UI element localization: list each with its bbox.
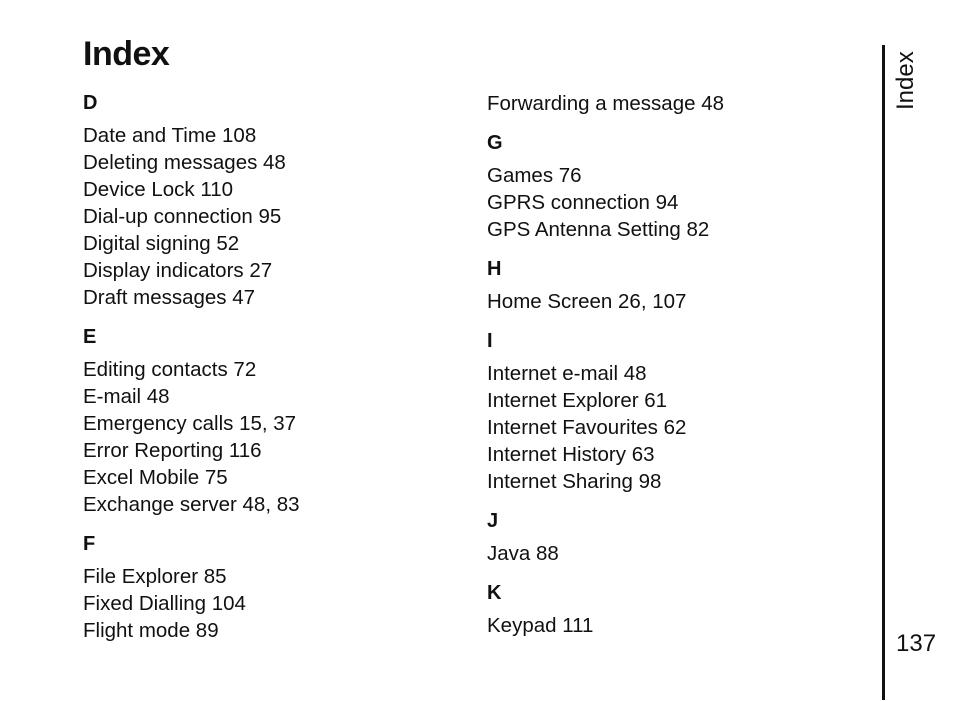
index-entry: Games 76 — [487, 164, 582, 187]
index-entry: Internet History 63 — [487, 443, 655, 466]
section-letter: D — [83, 92, 98, 114]
index-entry: Date and Time 108 — [83, 124, 257, 147]
section-letter: J — [487, 510, 499, 532]
index-section-f — [83, 531, 443, 644]
index-entry: Internet e-mail 48 — [487, 362, 647, 385]
index-entry: Dial-up connection 95 — [83, 205, 282, 228]
index-entry: Keypad 111 — [487, 614, 594, 637]
index-entry: Excel Mobile 75 — [83, 466, 228, 489]
index-entry: File Explorer 85 — [83, 565, 227, 588]
index-entry: GPS Antenna Setting 82 — [487, 218, 710, 241]
index-entry: Flight mode 89 — [83, 619, 219, 642]
index-entry: Error Reporting 116 — [83, 439, 262, 462]
section-letter: I — [487, 330, 493, 352]
index-section-e — [83, 324, 443, 518]
section-letter: F — [83, 533, 96, 555]
index-column-right — [487, 90, 847, 652]
page-title: Index — [83, 35, 170, 73]
index-section-g — [487, 130, 847, 243]
index-section-h — [487, 256, 847, 315]
index-entry: Internet Sharing 98 — [487, 470, 662, 493]
index-entry: Editing contacts 72 — [83, 358, 257, 381]
index-entry: Digital signing 52 — [83, 232, 240, 255]
section-letter: E — [83, 326, 97, 348]
side-section-label: Index — [892, 51, 919, 110]
index-entry: Draft messages 47 — [83, 286, 256, 309]
index-section-f-continued — [487, 90, 847, 117]
index-section-j — [487, 508, 847, 567]
index-entry: Fixed Dialling 104 — [83, 592, 246, 615]
page-number: 137 — [896, 630, 937, 657]
index-entry: Internet Favourites 62 — [487, 416, 687, 439]
index-entry: Internet Explorer 61 — [487, 389, 668, 412]
index-entry: Deleting messages 48 — [83, 151, 286, 174]
index-entry: E-mail 48 — [83, 385, 170, 408]
index-entry: Forwarding a message 48 — [487, 92, 725, 115]
section-letter: H — [487, 258, 502, 280]
index-entry: Exchange server 48, 83 — [83, 493, 300, 516]
index-column-left — [83, 90, 443, 657]
index-entry: Device Lock 110 — [83, 178, 234, 201]
index-entry: Display indicators 27 — [83, 259, 273, 282]
index-entry: Home Screen 26, 107 — [487, 290, 687, 313]
section-letter: K — [487, 582, 502, 604]
index-section-k — [487, 580, 847, 639]
index-section-d — [83, 90, 443, 311]
index-entry: GPRS connection 94 — [487, 191, 679, 214]
section-letter: G — [487, 132, 503, 154]
margin-rule — [882, 45, 885, 700]
index-entry: Java 88 — [487, 542, 559, 565]
index-section-i — [487, 328, 847, 495]
index-entry: Emergency calls 15, 37 — [83, 412, 297, 435]
